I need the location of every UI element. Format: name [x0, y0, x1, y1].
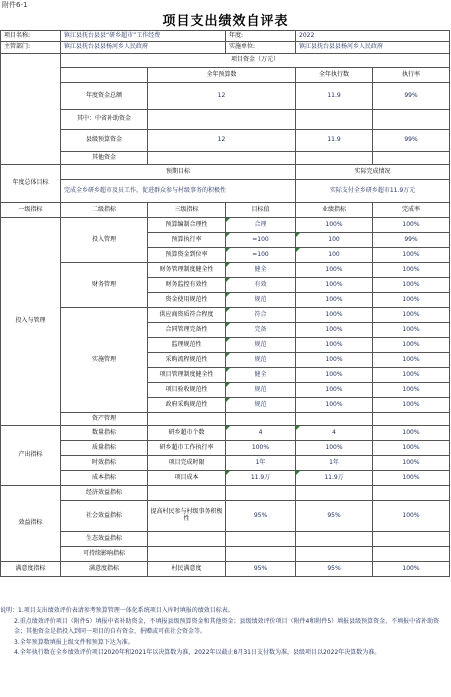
l3-cell: 资金使用规范性 — [148, 293, 226, 308]
rate-cell: 100% — [373, 293, 450, 308]
target-cell: 规范 — [226, 398, 296, 413]
l3-cell: 财务监控有效性 — [148, 278, 226, 293]
funds-col-actual: 全年执行数 — [296, 68, 373, 83]
done-cell: 100 — [296, 248, 373, 263]
l3-cell: 项目完成时限 — [148, 456, 226, 471]
l3-cell: 预算编制合理性 — [148, 218, 226, 233]
l3-cell: 财务管理制度健全性 — [148, 263, 226, 278]
target-cell: 有效 — [226, 278, 296, 293]
funds-row-budget: 12 — [148, 83, 296, 110]
done-cell: 100% — [296, 398, 373, 413]
l2-cell: 经济效益指标 — [61, 486, 148, 501]
l2-cell: 实施管理 — [61, 308, 148, 413]
target-cell: =100 — [226, 233, 296, 248]
l2-cell: 财务管理 — [61, 263, 148, 308]
funds-row-actual — [296, 110, 373, 130]
year-value: 2022 — [296, 31, 450, 42]
goals-actual-text: 实际支付全乡研乡超市11.9万元 — [296, 180, 450, 203]
l3-cell: 政府采购规范性 — [148, 398, 226, 413]
l2-cell: 投入管理 — [61, 218, 148, 263]
unit-value: 镇江县抚台县县杨河乡人民政府 — [296, 42, 450, 54]
target-cell: 完备 — [226, 323, 296, 338]
rate-cell — [373, 547, 450, 562]
dept-value: 镇江县抚台县县杨河乡人民政府 — [61, 42, 226, 54]
l2-cell: 数量指标 — [61, 426, 148, 441]
funds-row-actual — [296, 152, 373, 165]
funds-row-rate — [373, 110, 450, 130]
rate-cell: 100% — [373, 353, 450, 368]
funds-row-actual: 11.9 — [296, 130, 373, 152]
l3-cell — [148, 486, 226, 501]
page-title: 项目支出绩效自评表 — [162, 14, 289, 29]
dept-label: 主管部门: — [1, 42, 61, 54]
done-cell: 100% — [296, 278, 373, 293]
done-cell: 100% — [296, 383, 373, 398]
funds-row-rate: 99% — [373, 130, 450, 152]
funds-col-budget: 全年预算数 — [148, 68, 296, 83]
done-cell: 100% — [296, 323, 373, 338]
l2-cell: 资产管理 — [61, 413, 148, 426]
annex-label: 附件6-1 — [2, 1, 28, 9]
rate-cell: 100% — [373, 562, 450, 577]
l2-cell: 社会效益指标 — [61, 501, 148, 532]
funds-row-label: 其中：中省补助资金 — [61, 110, 148, 130]
done-cell — [296, 532, 373, 547]
rate-cell: 100% — [373, 248, 450, 263]
done-cell: 100% — [296, 308, 373, 323]
rate-cell: 100% — [373, 323, 450, 338]
target-cell: 95% — [226, 562, 296, 577]
l3-cell: 供应商资质符合程度 — [148, 308, 226, 323]
note-line: 3.全年预算数填报上级文件和预算下达为准。 — [14, 638, 134, 646]
target-cell — [226, 413, 296, 426]
l2-cell: 质量指标 — [61, 441, 148, 456]
funds-row-label: 县级预算资金 — [61, 130, 148, 152]
done-cell: 100% — [296, 338, 373, 353]
l2-cell: 生态效益指标 — [61, 532, 148, 547]
l1-satisfaction: 满意度指标 — [1, 562, 61, 577]
rate-cell — [373, 413, 450, 426]
rate-cell: 100% — [373, 263, 450, 278]
header-l3: 三级指标 — [148, 203, 226, 218]
target-cell: 4 — [226, 426, 296, 441]
funds-row-label: 年度资金总额 — [61, 83, 148, 110]
funds-row-budget — [148, 110, 296, 130]
l3-cell: 项目验收规范性 — [148, 383, 226, 398]
target-cell: =100 — [226, 248, 296, 263]
goals-label: 年度总体目标 — [1, 165, 61, 203]
funds-col-rate: 执行率 — [373, 68, 450, 83]
funds-blank-head — [61, 68, 148, 83]
done-cell: 100% — [296, 368, 373, 383]
rate-cell: 100% — [373, 501, 450, 532]
target-cell: 健全 — [226, 368, 296, 383]
project-name-value: 镇江县抚台县县“研乡超市”工作经费 — [61, 31, 226, 42]
header-l2: 二级指标 — [61, 203, 148, 218]
l3-cell: 预算资金到位率 — [148, 248, 226, 263]
funds-row-actual: 11.9 — [296, 83, 373, 110]
goals-expected-text: 完成全乡研乡超市及员工作，促进群众参与村级事务的积极性 — [61, 180, 296, 203]
target-cell: 规范 — [226, 338, 296, 353]
done-cell: 100 — [296, 233, 373, 248]
done-cell: 1年 — [296, 456, 373, 471]
evaluation-table — [0, 30, 450, 577]
rate-cell: 99% — [373, 233, 450, 248]
target-cell: 规范 — [226, 383, 296, 398]
note-line: 2.重点绩效评价项目（附件5）填报中省补助资金，不填报县级预算资金和其他资金；县级绩效评价项目（附件4和附件5）填报县级预算资金，不填报中省补助资金；其他资金是指投入到同一项目的自有资金、捐赠或可获社会资金等。 — [14, 617, 440, 635]
done-cell — [296, 413, 373, 426]
l3-cell: 预算执行率 — [148, 233, 226, 248]
target-cell: 100% — [226, 441, 296, 456]
funds-side-cell — [1, 54, 61, 165]
target-cell: 符合 — [226, 308, 296, 323]
note-line: 说明：1.项目支出绩效评价表请参考预算管理一体化系统项目入库时填报的绩效目标表。 — [0, 607, 234, 614]
l3-cell: 提高村民参与村级事务积极性 — [148, 501, 226, 532]
rate-cell: 100% — [373, 308, 450, 323]
done-cell: 100% — [296, 441, 373, 456]
l3-cell: 采购流程规范性 — [148, 353, 226, 368]
header-l1: 一级指标 — [1, 203, 61, 218]
funds-row-label: 其他资金 — [61, 152, 148, 165]
done-cell: 95% — [296, 501, 373, 532]
target-cell: 1年 — [226, 456, 296, 471]
l3-cell: 项目成本 — [148, 471, 226, 486]
l3-cell: 监理规范性 — [148, 338, 226, 353]
done-cell — [296, 547, 373, 562]
l2-cell: 可持续影响指标 — [61, 547, 148, 562]
rate-cell — [373, 532, 450, 547]
target-cell: 规范 — [226, 293, 296, 308]
target-cell: 健全 — [226, 263, 296, 278]
rate-cell — [373, 486, 450, 501]
target-cell: 11.9万 — [226, 471, 296, 486]
funds-row-budget: 12 — [148, 130, 296, 152]
funds-section-label: 项目资金（万元） — [61, 54, 450, 68]
goals-actual-header: 实际完成情况 — [296, 165, 450, 180]
funds-row-rate — [373, 152, 450, 165]
rate-cell: 100% — [373, 218, 450, 233]
rate-cell: 100% — [373, 471, 450, 486]
done-cell — [296, 486, 373, 501]
done-cell: 4 — [296, 426, 373, 441]
header-rate: 完成率 — [373, 203, 450, 218]
done-cell: 100% — [296, 263, 373, 278]
target-cell: 规范 — [226, 353, 296, 368]
l2-cell: 时效指标 — [61, 456, 148, 471]
rate-cell: 100% — [373, 278, 450, 293]
done-cell: 100% — [296, 353, 373, 368]
funds-row-budget — [148, 152, 296, 165]
l3-cell — [148, 413, 226, 426]
l3-cell: 研乡超市工作执行率 — [148, 441, 226, 456]
l1-input: 投入与管理 — [1, 218, 61, 426]
funds-row-rate: 99% — [373, 83, 450, 110]
rate-cell: 100% — [373, 338, 450, 353]
unit-label: 实施单位: — [226, 42, 296, 54]
l3-cell: 研乡超市个数 — [148, 426, 226, 441]
rate-cell: 100% — [373, 456, 450, 471]
target-cell: 合理 — [226, 218, 296, 233]
l1-benefit: 效益指标 — [1, 486, 61, 562]
l2-cell: 满意度指标 — [61, 562, 148, 577]
done-cell: 100% — [296, 293, 373, 308]
notes — [0, 606, 451, 659]
header-done: 业绩指标 — [296, 203, 373, 218]
done-cell: 95% — [296, 562, 373, 577]
done-cell: 11.9万 — [296, 471, 373, 486]
l1-output: 产出指标 — [1, 426, 61, 486]
rate-cell: 100% — [373, 441, 450, 456]
target-cell — [226, 547, 296, 562]
rate-cell: 100% — [373, 383, 450, 398]
l3-cell — [148, 547, 226, 562]
rate-cell: 100% — [373, 426, 450, 441]
rate-cell: 100% — [373, 398, 450, 413]
goals-expected-header: 预期目标 — [61, 165, 296, 180]
l3-cell: 村民满意度 — [148, 562, 226, 577]
l3-cell: 项目管理制度健全性 — [148, 368, 226, 383]
l3-cell — [148, 532, 226, 547]
l3-cell: 合同管理完备性 — [148, 323, 226, 338]
rate-cell: 100% — [373, 368, 450, 383]
target-cell — [226, 532, 296, 547]
target-cell — [226, 486, 296, 501]
year-label: 年度: — [226, 31, 296, 42]
l2-cell: 成本指标 — [61, 471, 148, 486]
note-line: 4.全年执行数在全乡绩效评价项目2020年和2021年以决算数为准，2022年以截止8月31日支付数为准，县级项目以2022年决算数为准。 — [14, 649, 381, 656]
header-target: 目标值 — [226, 203, 296, 218]
target-cell: 95% — [226, 501, 296, 532]
project-name-label: 项目名称: — [1, 31, 61, 42]
done-cell: 100% — [296, 218, 373, 233]
